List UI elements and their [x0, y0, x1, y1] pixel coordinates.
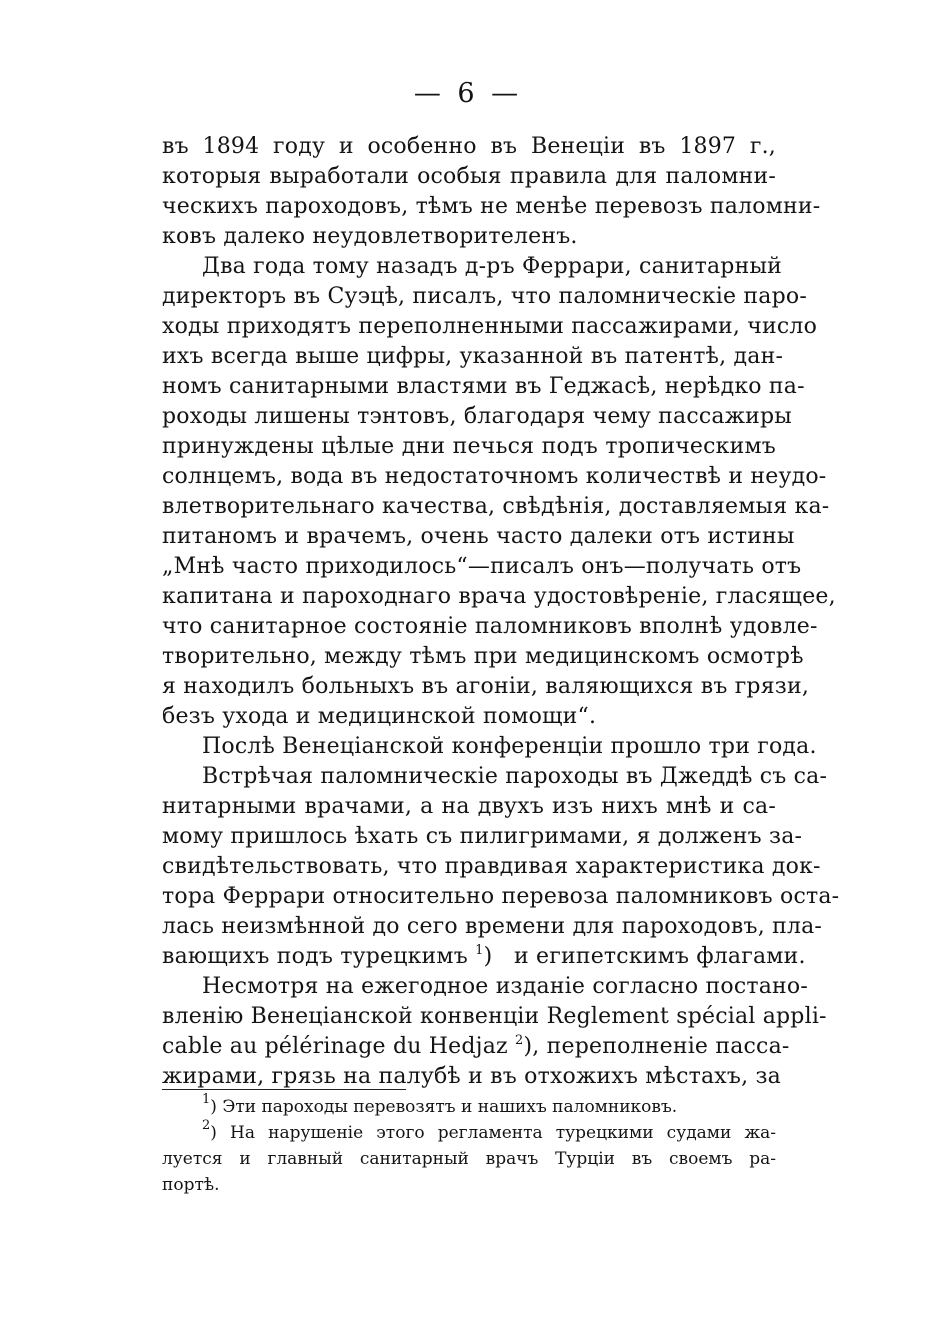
text-line: капитана и пароходнаго врача удостовѣреніе, гласящее,: [162, 584, 836, 609]
text-line: влетворительнаго качества, свѣдѣнія, доставляемыя ка-: [162, 494, 830, 519]
footnote-ref-2: 2: [515, 1033, 524, 1048]
text-line: жирами, грязь на палубѣ и въ отхожихъ мѣстахъ, за: [162, 1064, 781, 1089]
text-segment: , переполненіе пасса-: [532, 1034, 790, 1059]
text-line: Два года тому назадъ д-ръ Феррари, санитарный: [202, 254, 783, 279]
paragraph-2: [162, 252, 836, 732]
text-line: „Мнѣ часто приходилось“—писалъ онъ—получать отъ: [162, 554, 802, 579]
paragraph-3: [162, 732, 817, 762]
text-line: лась неизмѣнной до сего времени для пароходовъ, пла-: [162, 914, 823, 939]
footnote-ref-1: 1: [475, 943, 484, 958]
text-line: что санитарное состояніе паломниковъ вполнѣ удовле-: [162, 614, 818, 639]
footnote-mark: 2: [202, 1118, 211, 1133]
text-line: безъ ухода и медицинской помощи“.: [162, 704, 597, 729]
footnote-line: луется и главный санитарный врачъ Турціи въ своемъ ра-: [162, 1149, 776, 1169]
footnote-line: [162, 1120, 776, 1146]
footnote-ref-close: ): [523, 1034, 533, 1059]
text-line: въ 1894 году и особенно въ Венеціи въ 1897 г.,: [162, 134, 776, 159]
text-line: директоръ въ Суэцѣ, писалъ, что паломническіе паро-: [162, 284, 807, 309]
footnote-text: ) На нарушеніе этого регламента турецкими судами жа-: [210, 1123, 776, 1143]
text-line: ковъ далеко неудовлетворителенъ.: [162, 224, 578, 249]
footnotes: [162, 1094, 776, 1198]
text-line: тора Феррари относительно перевоза паломниковъ оста-: [162, 884, 840, 909]
paragraph-1: [162, 132, 821, 252]
text-line: [162, 1032, 790, 1062]
page-number: — 6 —: [413, 78, 523, 109]
text-segment: вающихъ подъ турецкимъ: [162, 944, 468, 969]
text-line: роходы лишены тэнтовъ, благодаря чему пассажиры: [162, 404, 793, 429]
footnote-ref-close: ): [483, 944, 493, 969]
text-line: Послѣ Венеціанской конференціи прошло три года.: [202, 734, 817, 759]
footnote-line: [162, 1094, 776, 1120]
text-line: питаномъ и врачемъ, очень часто далеки отъ истины: [162, 524, 795, 549]
text-line: Несмотря на ежегодное изданіе согласно постано-: [202, 974, 808, 999]
text-line: принуждены цѣлые дни печься подъ тропическимъ: [162, 434, 776, 459]
text-line: ческихъ пароходовъ, тѣмъ не менѣе перевозъ паломни-: [162, 194, 821, 219]
text-line: которыя выработали особыя правила для паломни-: [162, 164, 776, 189]
footnote-line: портѣ.: [162, 1175, 220, 1195]
text-segment: cable au pélérinage du Hedjaz: [162, 1034, 508, 1059]
text-line: ихъ всегда выше цифры, указанной въ патентѣ, дан-: [162, 344, 784, 369]
text-line: номъ санитарными властями въ Геджасѣ, нерѣдко па-: [162, 374, 805, 399]
paragraph-4: [162, 762, 840, 972]
text-line: мому пришлось ѣхать съ пилигримами, я долженъ за-: [162, 824, 803, 849]
main-text: [162, 132, 840, 1092]
text-line: я находилъ больныхъ въ агоніи, валяющихся въ грязи,: [162, 674, 810, 699]
footnote-mark: 1: [202, 1092, 211, 1107]
text-line: творительно, между тѣмъ при медицинскомъ осмотрѣ: [162, 644, 804, 669]
text-line: солнцемъ, вода въ недостаточномъ количествѣ и неудо-: [162, 464, 827, 489]
footnote-1: [162, 1094, 776, 1120]
footnote-2: [162, 1120, 776, 1198]
text-line: [162, 942, 806, 972]
footnote-divider: [162, 1089, 406, 1090]
text-segment: и египетскимъ флагами.: [513, 944, 806, 969]
text-line: свидѣтельствовать, что правдивая характеристика док-: [162, 854, 821, 879]
text-line: вленію Венеціанской конвенціи Reglement spécial appli-: [162, 1004, 827, 1029]
text-line: Встрѣчая паломническіе пароходы въ Джеддѣ съ са-: [202, 764, 828, 789]
paragraph-5: [162, 972, 827, 1092]
text-line: ходы приходятъ переполненными пассажирами, число: [162, 314, 818, 339]
text-line: нитарными врачами, а на двухъ изъ нихъ мнѣ и са-: [162, 794, 776, 819]
footnote-text: ) Эти пароходы перевозятъ и нашихъ паломниковъ.: [210, 1097, 678, 1117]
